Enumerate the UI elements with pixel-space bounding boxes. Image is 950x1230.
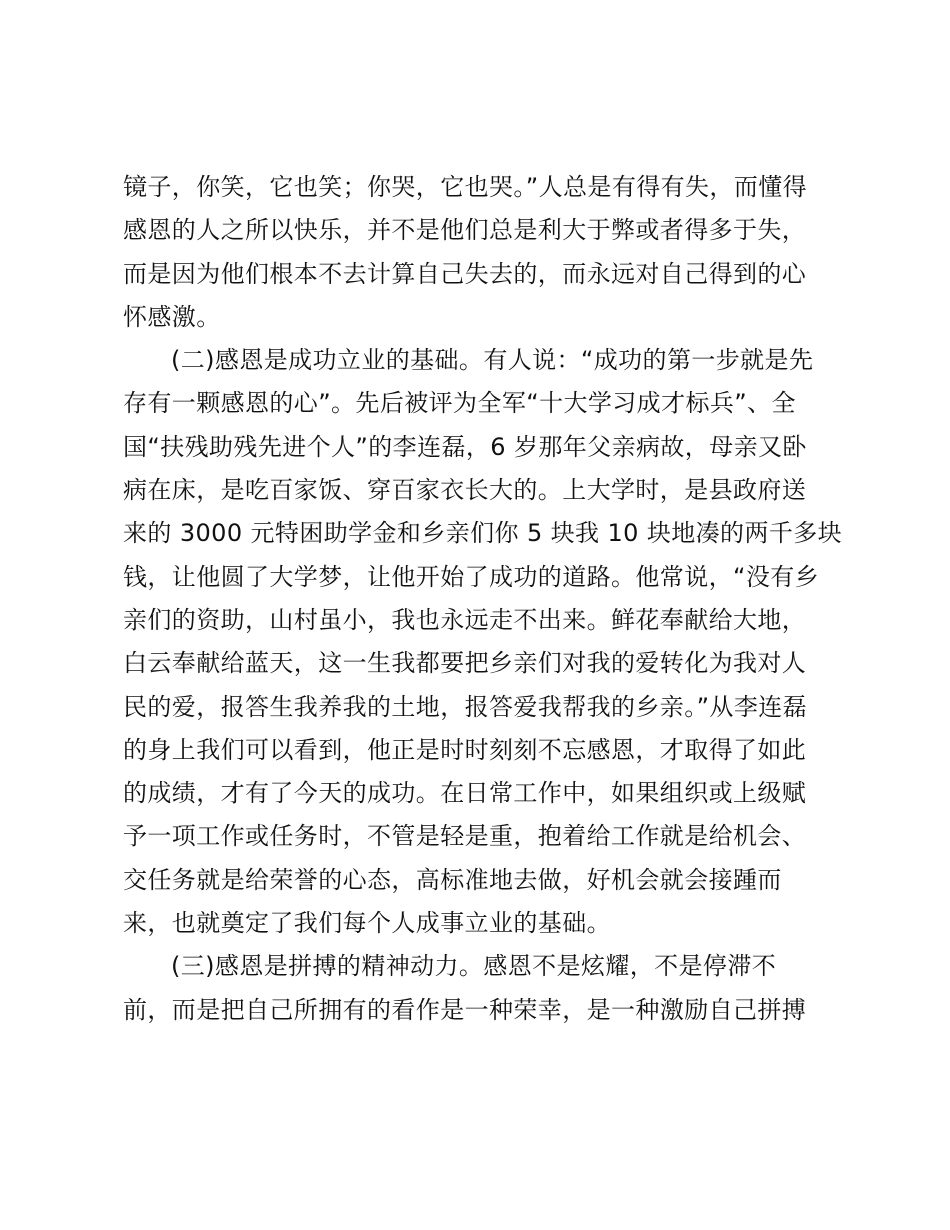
paragraph-start-line: (三)感恩是拼搏的精神动力。感恩不是炫耀，不是停滞不 <box>171 952 777 981</box>
text-line: 感恩的人之所以快乐，并不是他们总是利大于弊或者得多于失， <box>123 216 807 245</box>
text-line: 的身上我们可以看到，他正是时时刻刻不忘感恩，才取得了如此 <box>123 735 807 764</box>
text-line: 亲们的资助，山村虽小，我也永远走不出来。鲜花奉献给大地， <box>123 605 807 634</box>
text-line: 来的 3000 元特困助学金和乡亲们你 5 块我 10 块地凑的两千多块 <box>123 519 843 548</box>
text-line: 的成绩，才有了今天的成功。在日常工作中，如果组织或上级赋 <box>123 779 807 808</box>
text-line: 来，也就奠定了我们每个人成事立业的基础。 <box>123 909 611 938</box>
document-body <box>123 166 843 1032</box>
text-line: 存有一颗感恩的心”。先后被评为全军“十大学习成才标兵”、全 <box>123 389 796 418</box>
text-line: 前，而是把自己所拥有的看作是一种荣幸，是一种激励自己拼搏 <box>123 995 807 1024</box>
text-line: 民的爱，报答生我养我的土地，报答爱我帮我的乡亲。”从李连磊 <box>123 692 808 721</box>
text-line: 而是因为他们根本不去计算自己失去的，而永远对自己得到的心 <box>123 259 807 288</box>
text-line: 怀感激。 <box>123 302 221 331</box>
text-line: 病在床，是吃百家饭、穿百家衣长大的。上大学时，是县政府送 <box>123 476 807 505</box>
text-line: 予一项工作或任务时，不管是轻是重，抱着给工作就是给机会、 <box>123 822 807 851</box>
text-line: 国“扶残助残先进个人”的李连磊，6 岁那年父亲病故，母亲又卧 <box>123 432 807 461</box>
paragraph-start-line: (二)感恩是成功立业的基础。有人说：“成功的第一步就是先 <box>171 346 814 375</box>
text-line: 交任务就是给荣誉的心态，高标准地去做，好机会就会接踵而 <box>123 865 782 894</box>
text-line: 镜子，你笑，它也笑；你哭，它也哭。”人总是有得有失，而懂得 <box>123 173 808 201</box>
text-line: 白云奉献给蓝天，这一生我都要把乡亲们对我的爱转化为我对人 <box>123 649 807 678</box>
text-line: 钱，让他圆了大学梦，让他开始了成功的道路。他常说，“没有乡 <box>123 562 820 591</box>
